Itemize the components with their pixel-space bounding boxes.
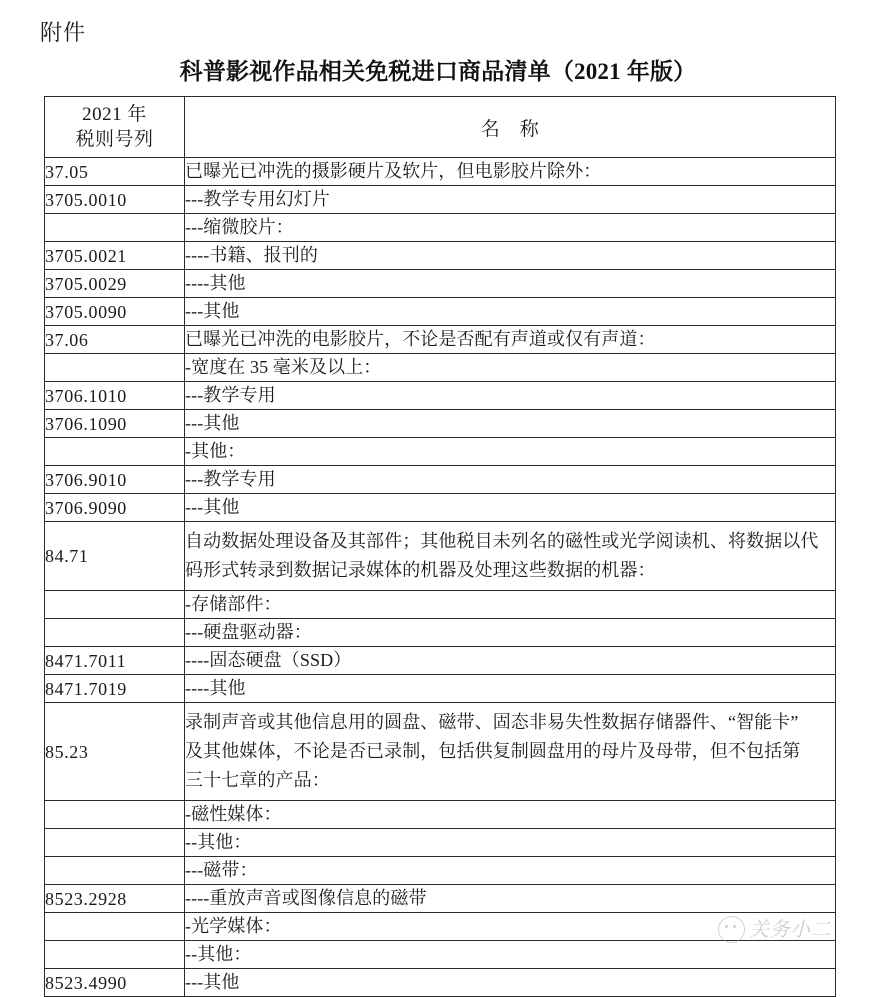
commodity-name-cell (185, 801, 836, 829)
commodity-name-line: --其他： (185, 944, 252, 964)
commodity-name-line: 已曝光已冲洗的电影胶片，不论是否配有声道或仅有声道： (185, 329, 656, 349)
commodity-name-cell (185, 675, 836, 703)
table-header-row (45, 97, 836, 158)
table-row (45, 438, 836, 466)
table-row (45, 382, 836, 410)
commodity-name-line: ---教学专用 (185, 469, 276, 489)
tariff-code-cell: 8523.2928 (45, 885, 185, 913)
commodity-name-line: ---教学专用 (185, 385, 276, 405)
commodity-name-cell (185, 829, 836, 857)
commodity-name-cell (185, 591, 836, 619)
tariff-code-cell: 3705.0029 (45, 270, 185, 298)
tariff-code-cell (45, 801, 185, 829)
tariff-code-cell: 8471.7019 (45, 675, 185, 703)
tariff-code-cell: 37.05 (45, 158, 185, 186)
table-row (45, 186, 836, 214)
tariff-code-cell: 8471.7011 (45, 647, 185, 675)
commodity-name-cell (185, 298, 836, 326)
commodity-name-line: 已曝光已冲洗的摄影硬片及软片，但电影胶片除外： (185, 161, 602, 181)
column-header-tariff-code-line1: 2021 年 (82, 104, 147, 125)
commodity-name-line: ---磁带： (185, 860, 258, 880)
table-row (45, 969, 836, 997)
tariff-code-cell: 3706.9010 (45, 466, 185, 494)
commodity-name-cell (185, 270, 836, 298)
table-row (45, 857, 836, 885)
tariff-code-cell: 84.71 (45, 522, 185, 591)
column-header-tariff-code-line2: 税则号列 (75, 129, 154, 150)
commodity-name-line: ---其他 (185, 301, 240, 321)
commodity-name-line: ---教学专用幻灯片 (185, 189, 330, 209)
commodity-name-cell (185, 494, 836, 522)
table-row (45, 591, 836, 619)
tariff-code-cell (45, 438, 185, 466)
commodity-name-cell (185, 438, 836, 466)
commodity-name-cell (185, 354, 836, 382)
table-row (45, 298, 836, 326)
commodity-name-line: ---硬盘驱动器： (185, 622, 312, 642)
commodity-name-cell (185, 913, 836, 941)
column-header-tariff-code (45, 97, 185, 158)
tariff-code-cell: 37.06 (45, 326, 185, 354)
commodity-name-line: -光学媒体： (185, 916, 282, 936)
commodity-name-line: ---缩微胶片： (185, 217, 294, 237)
commodity-name-cell (185, 969, 836, 997)
commodity-name-line: ---其他 (185, 497, 240, 517)
table-row (45, 326, 836, 354)
commodity-name-line: 码形式转录到数据记录媒体的机器及处理这些数据的机器： (185, 560, 656, 580)
commodity-name-cell (185, 466, 836, 494)
commodity-name-line: ----固态硬盘（SSD） (185, 650, 352, 670)
table-row (45, 466, 836, 494)
commodity-name-line: ---其他 (185, 413, 240, 433)
commodity-name-cell (185, 214, 836, 242)
tariff-code-cell (45, 941, 185, 969)
commodity-name-line: -存储部件： (185, 594, 282, 614)
tariff-commodity-table (44, 96, 836, 997)
table-row (45, 214, 836, 242)
table-row (45, 619, 836, 647)
table-row (45, 801, 836, 829)
attachment-label: 附件 (40, 20, 87, 45)
tariff-code-cell: 3706.9090 (45, 494, 185, 522)
page-title: 科普影视作品相关免税进口商品清单（2021 年版） (179, 59, 697, 84)
table-row (45, 913, 836, 941)
tariff-code-cell (45, 354, 185, 382)
watermark-text: 关务小二 (749, 918, 831, 941)
table-row (45, 675, 836, 703)
tariff-code-cell: 8523.4990 (45, 969, 185, 997)
table-row (45, 703, 836, 801)
commodity-name-line: --其他： (185, 832, 252, 852)
tariff-code-cell: 3705.0021 (45, 242, 185, 270)
tariff-code-cell (45, 619, 185, 647)
commodity-name-cell (185, 410, 836, 438)
commodity-name-line: 录制声音或其他信息用的圆盘、磁带、固态非易失性数据存储器件、“智能卡” (185, 712, 799, 732)
tariff-code-cell: 85.23 (45, 703, 185, 801)
tariff-code-cell (45, 829, 185, 857)
commodity-name-cell (185, 647, 836, 675)
tariff-code-cell: 3706.1090 (45, 410, 185, 438)
column-header-name: 名 称 (185, 97, 836, 158)
commodity-name-line: -宽度在 35 毫米及以上： (185, 357, 382, 377)
commodity-name-line: 三十七章的产品： (185, 770, 330, 790)
commodity-name-cell (185, 158, 836, 186)
commodity-name-line: ----书籍、报刊的 (185, 245, 318, 265)
commodity-name-line: 及其他媒体，不论是否已录制，包括供复制圆盘用的母片及母带，但不包括第 (185, 741, 801, 761)
table-row (45, 522, 836, 591)
table-row (45, 647, 836, 675)
tariff-code-cell (45, 913, 185, 941)
tariff-code-cell: 3706.1010 (45, 382, 185, 410)
commodity-name-cell (185, 857, 836, 885)
commodity-name-cell (185, 186, 836, 214)
tariff-code-cell (45, 591, 185, 619)
commodity-name-line: ----其他 (185, 678, 246, 698)
commodity-name-cell (185, 242, 836, 270)
commodity-name-cell (185, 522, 836, 591)
commodity-name-cell (185, 382, 836, 410)
tariff-code-cell: 3705.0010 (45, 186, 185, 214)
tariff-code-cell (45, 857, 185, 885)
commodity-name-cell (185, 619, 836, 647)
commodity-name-line: ---其他 (185, 972, 240, 992)
commodity-name-line: ----其他 (185, 273, 246, 293)
table-row (45, 270, 836, 298)
commodity-name-cell (185, 885, 836, 913)
table-row (45, 410, 836, 438)
table-row (45, 158, 836, 186)
commodity-name-line: -其他： (185, 441, 246, 461)
commodity-name-cell (185, 326, 836, 354)
commodity-name-line: -磁性媒体： (185, 804, 282, 824)
commodity-name-cell (185, 703, 836, 801)
commodity-name-line: 自动数据处理设备及其部件；其他税目未列名的磁性或光学阅读机、将数据以代 (185, 531, 819, 551)
tariff-code-cell (45, 214, 185, 242)
table-row (45, 494, 836, 522)
table-row (45, 242, 836, 270)
tariff-code-cell: 3705.0090 (45, 298, 185, 326)
commodity-name-line: ----重放声音或图像信息的磁带 (185, 888, 427, 908)
table-row (45, 829, 836, 857)
table-row (45, 941, 836, 969)
commodity-name-cell (185, 941, 836, 969)
table-row (45, 354, 836, 382)
table-row (45, 885, 836, 913)
